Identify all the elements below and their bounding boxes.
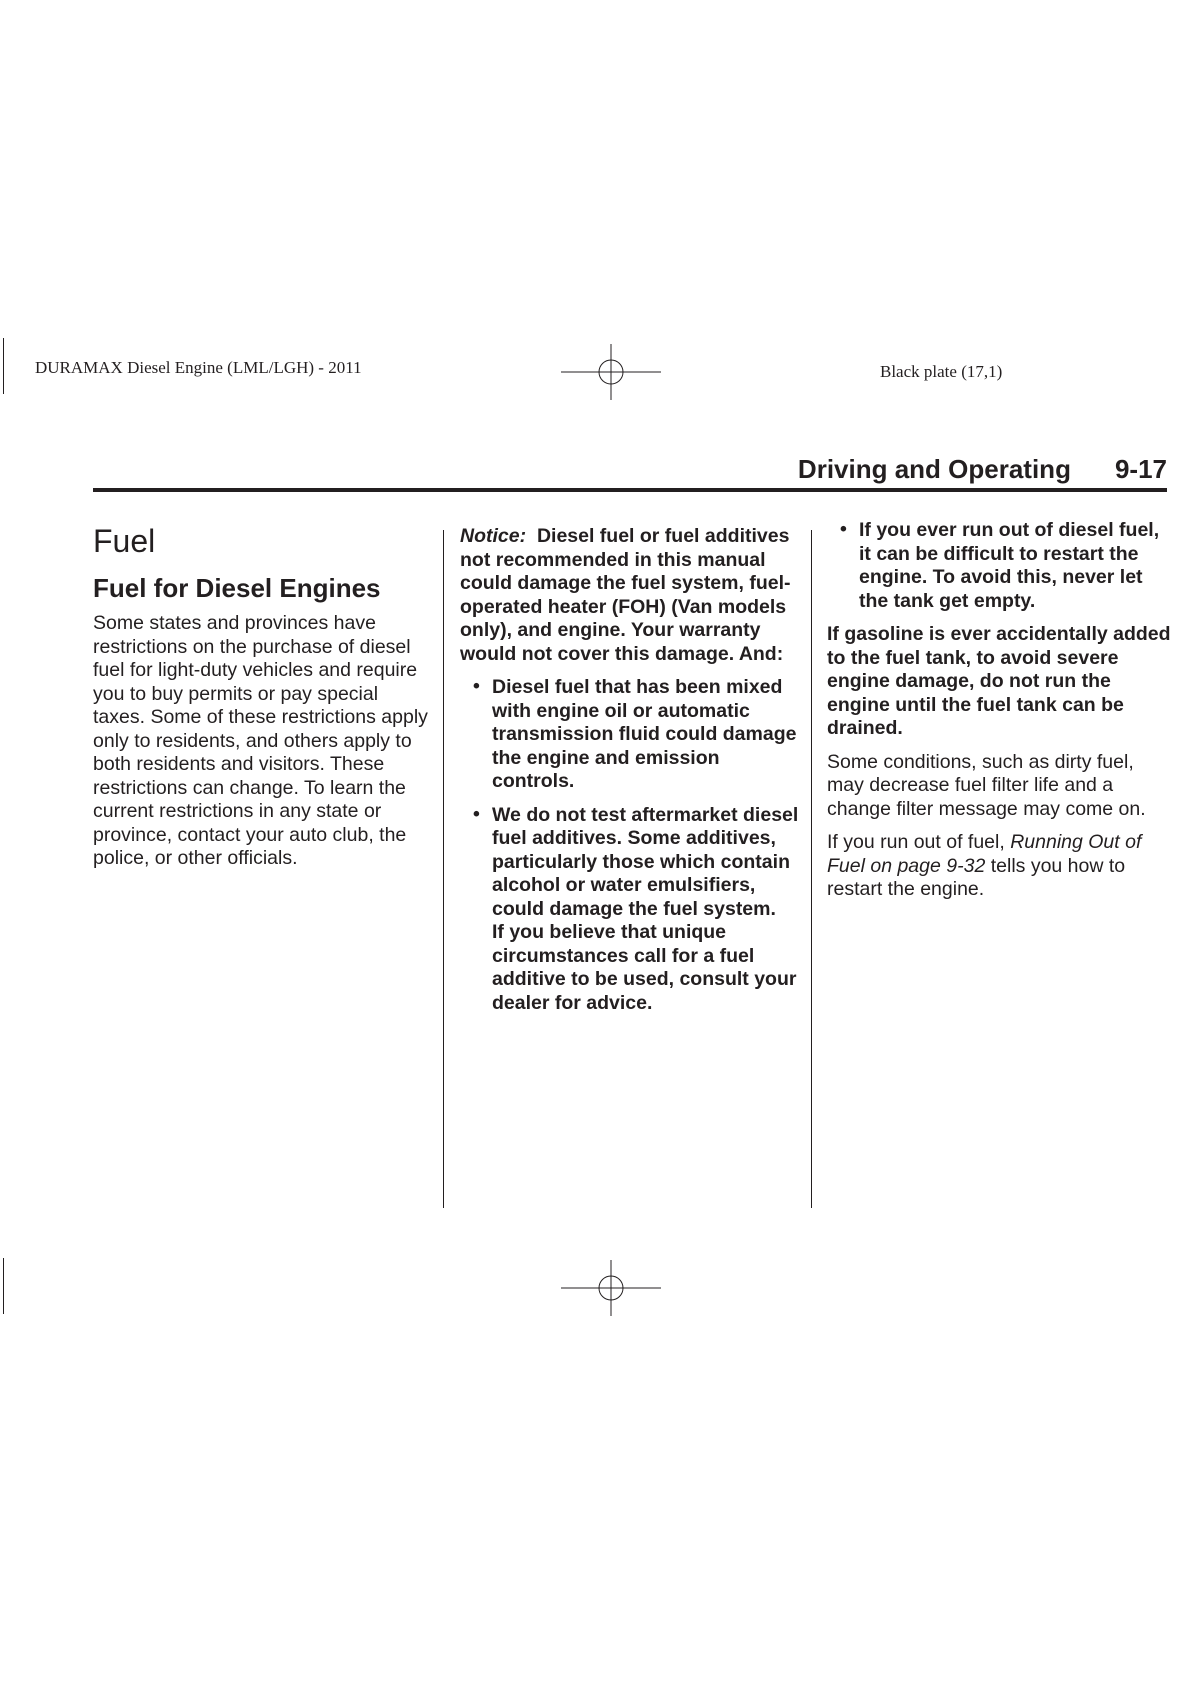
column-divider-2 [811,530,812,1208]
column-divider-1 [443,530,444,1208]
bullet-text: We do not test aftermarket diesel fuel additives. Some additives, particularly those which contain alcohol or water emulsifiers, could damage the fuel system. [492,803,799,920]
crop-mark-top-left [3,338,4,394]
list-item [460,804,800,1016]
section-title: Driving and Operating [797,454,1071,484]
notice-label: Notice: [460,525,527,547]
column-3 [827,519,1172,912]
notice-block [460,525,800,666]
section-header [93,454,1167,484]
body-paragraph-xref [827,831,1172,902]
list-item [827,519,1172,613]
notice-text: Diesel fuel or fuel additives not recommended in this manual could damage the fuel system, fuel-operated heater (FOH) (Van models only), and engine. Your warranty would not cover this damage. And: [460,525,791,665]
bullet-text: If you ever run out of diesel fuel, it can be difficult to restart the engine. To avoid this, never let the tank get empty. [859,519,1160,612]
crop-mark-bottom-left [3,1258,4,1314]
body-paragraph: Some states and provinces have restrictions on the purchase of diesel fuel for light-duty vehicles and require you to buy permits or pay special taxes. Some of these restrictions apply only to residents, and others apply to both residents and visitors. These restrictions can change. To learn the current restrictions in any state or province, contact your auto club, the police, or other officials. [93,612,428,869]
bullet-glyph: • [840,518,847,540]
doc-title: DURAMAX Diesel Engine (LML/LGH) - 2011 [35,358,362,377]
bullet-glyph: • [473,675,480,697]
column-2 [460,525,800,1025]
continued-bullet-list [827,519,1172,613]
section-subheading: Fuel for Diesel Engines [93,573,381,603]
column-1 [93,522,433,881]
page-number: 9-17 [1114,454,1167,484]
cross-reference-link[interactable]: Running Out of Fuel on page 9-32 [827,831,1142,877]
bullet-text: Diesel fuel that has been mixed with engine oil or automatic transmission fluid could damage the engine and emission controls. [492,676,797,792]
registration-mark-top [561,344,661,400]
xref-pre-text: If you run out of fuel, [827,831,1005,853]
xref-post-text: tells you how to restart the engine. [827,854,1126,900]
bullet-extra-text: If you believe that unique circumstances call for a fuel additive to be used, consult your dealer for advice. [492,921,797,1014]
registration-mark-bottom [561,1260,661,1316]
notice-bullet-list [460,676,800,1015]
body-paragraph: Some conditions, such as dirty fuel, may decrease fuel filter life and a change filter message may come on. [827,750,1146,820]
warning-paragraph: If gasoline is ever accidentally added to the fuel tank, to avoid severe engine damage, do not run the engine until the fuel tank can be drained. [827,623,1171,739]
header-rule [93,488,1167,492]
bullet-glyph: • [473,802,480,825]
list-item [460,676,800,794]
page-heading: Fuel [93,523,156,559]
plate-label: Black plate (17,1) [880,362,1003,381]
